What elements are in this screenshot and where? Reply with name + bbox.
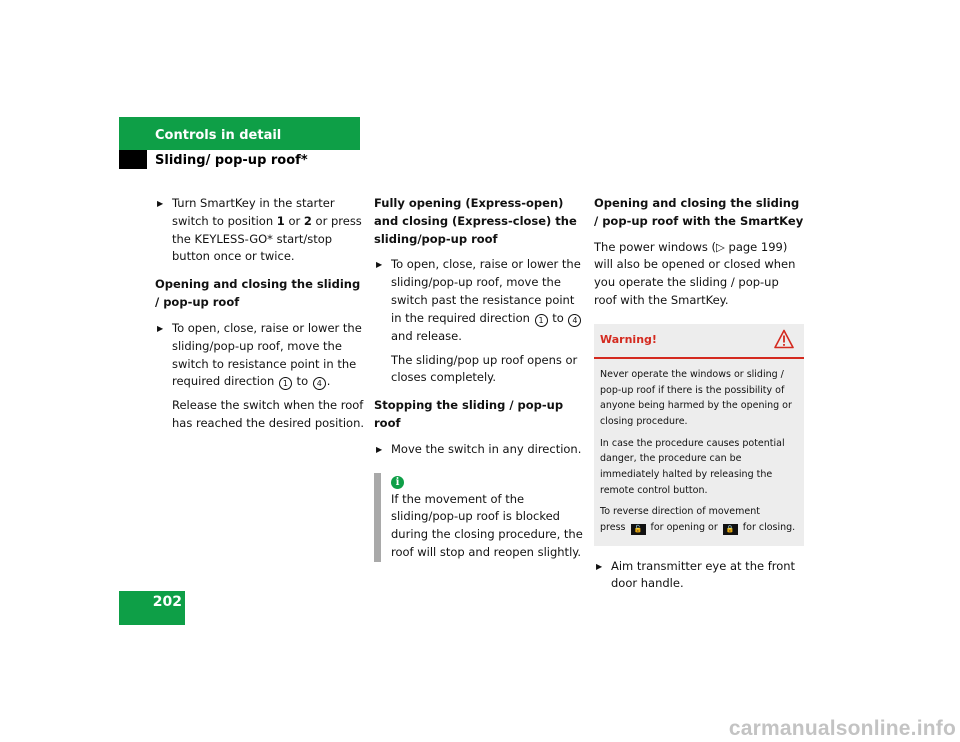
warning-para-1: Never operate the windows or sliding / pop-up roof if there is the possibility of anyone being harmed by the opening or closing procedure. bbox=[600, 368, 792, 427]
warning-box bbox=[594, 324, 804, 546]
step-express-switch: ▶ To open, close, raise or lower the sliding/pop-up roof, move the switch past the resistance point in the required direction 1 to 4 and release. bbox=[376, 257, 581, 343]
opens-completely-text: The sliding/pop up roof opens or closes completely. bbox=[391, 352, 578, 385]
step-turn-smartkey: ▶ Turn SmartKey in the starter switch to position 1 or 2 or press the KEYLESS-GO* start/stop button once or twice. bbox=[157, 196, 362, 264]
warning-para-2: In case the procedure causes potential danger, the procedure can be immediately halted by releasing the remote control button. bbox=[600, 437, 785, 496]
warning-body bbox=[594, 359, 804, 546]
bullet-triangle-icon: ▶ bbox=[596, 561, 603, 571]
page-reference-link[interactable]: page 199 bbox=[728, 239, 783, 254]
heading-smartkey: Opening and closing the sliding / pop-up roof with the SmartKey bbox=[594, 196, 804, 228]
note-bar bbox=[374, 473, 381, 562]
heading-open-close: Opening and closing the sliding / pop-up roof bbox=[155, 277, 361, 310]
position-4-icon: 4 bbox=[313, 377, 326, 390]
page-number: 202 bbox=[152, 594, 182, 610]
reference-arrow-icon: ▷ bbox=[716, 239, 729, 254]
subsection-title: Sliding/ pop-up roof* bbox=[155, 153, 308, 168]
info-icon: i bbox=[391, 476, 404, 489]
position-1-icon: 1 bbox=[535, 314, 548, 327]
heading-stopping: Stopping the sliding / pop-up roof bbox=[374, 398, 564, 430]
step-aim-transmitter: ▶ Aim transmitter eye at the front door handle. bbox=[596, 558, 796, 591]
unlock-button-icon: 🔓 bbox=[631, 524, 646, 535]
column-1 bbox=[155, 195, 365, 443]
warning-header bbox=[594, 324, 804, 359]
heading-express: Fully opening (Express-open) and closing (Express-close) the sliding/pop-up roof bbox=[374, 196, 577, 246]
section-title: Controls in detail bbox=[155, 128, 282, 143]
bullet-triangle-icon: ▶ bbox=[157, 199, 164, 208]
warning-triangle-icon bbox=[774, 329, 794, 349]
warning-para-3: To reverse direction of movement press 🔓 for opening or 🔒 for closing. bbox=[600, 506, 796, 533]
column-3 bbox=[594, 195, 804, 599]
watermark: carmanualsonline.info bbox=[728, 717, 956, 740]
note-text: If the movement of the sliding/pop-up roof is blocked during the closing procedure, the roof will stop and reopen slightly. bbox=[391, 491, 583, 559]
step-move-any: ▶ Move the switch in any direction. bbox=[374, 441, 584, 459]
position-1-icon: 1 bbox=[279, 377, 292, 390]
warning-title: Warning! bbox=[600, 332, 657, 346]
lock-button-icon: 🔒 bbox=[723, 524, 738, 535]
header-marker bbox=[119, 150, 147, 169]
bullet-triangle-icon: ▶ bbox=[376, 260, 383, 270]
bullet-triangle-icon: ▶ bbox=[157, 323, 164, 333]
position-4-icon: 4 bbox=[568, 314, 581, 327]
step-move-switch: ▶ To open, close, raise or lower the sliding/pop-up roof, move the switch to resistance point in the required direction 1 to 4 . bbox=[157, 320, 362, 389]
bullet-triangle-icon: ▶ bbox=[376, 444, 383, 454]
intro-text: The power windows (▷ page 199) will also be opened or closed when you operate the sliding / pop-up roof with the SmartKey. bbox=[594, 239, 796, 308]
info-note bbox=[374, 473, 584, 562]
release-switch-text: Release the switch when the roof has reached the desired position. bbox=[172, 398, 365, 430]
column-2 bbox=[374, 195, 584, 562]
